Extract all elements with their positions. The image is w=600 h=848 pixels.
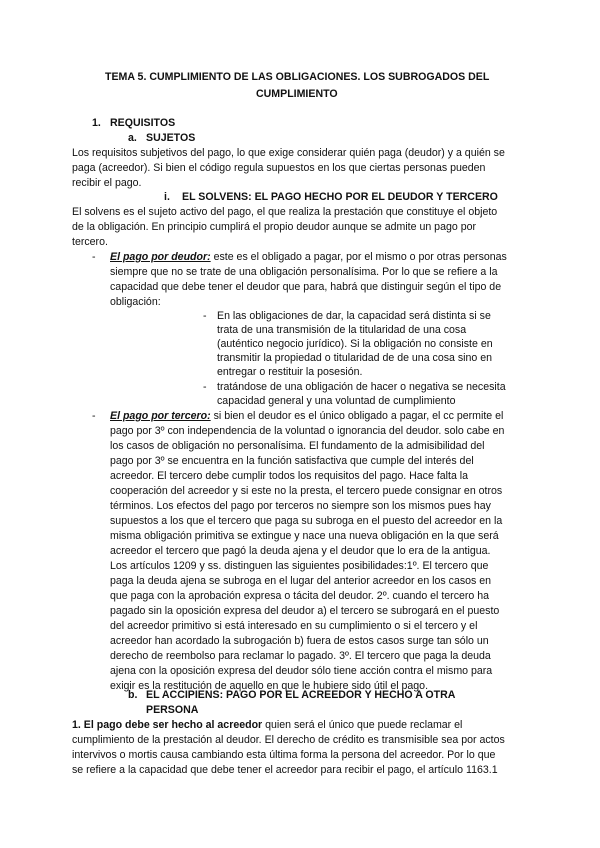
bullet-tercero-line: paga la deuda ajena se subroga en el lugar del anterior acreedor en los casos en	[110, 575, 492, 587]
paragraph-3-line: intervivos o mortis causa cambiando esta última forma la persona del acreedor. Por lo que	[72, 749, 496, 761]
bullet-tercero-line: acreedor. El tercero debe cumplir todos los requisitos del pago. Hace falta la	[110, 470, 469, 482]
heading-b-number: b.	[128, 689, 138, 701]
sub-bullet-2-line: capacidad general y una voluntad de cumplimiento	[217, 395, 456, 407]
paragraph-2-line: de la obligación. En principio cumplirá el propio deudor aunque se admite un pago por	[72, 221, 477, 233]
bullet-tercero-line: acreedor han acordado la subrogación b) fuera de estos casos surge tan sólo un	[110, 635, 489, 647]
sub-bullet-2-line: tratándose de una obligación de hacer o negativa se necesita	[217, 381, 506, 393]
sub-bullet-1-line: transmitir la propiedad o titularidad de de una cosa sino en	[217, 352, 493, 364]
paragraph-3-line: cumplimiento de la prestación al deudor. El derecho de crédito es transmisible sea por actos	[72, 734, 505, 746]
bullet-deudor-line: capacidad que debe tener el deudor que para, habrá que distinguir según el tipo de	[110, 281, 502, 293]
sub-bullet-dash: -	[203, 310, 207, 322]
bullet-tercero-line: pago por 3º con independencia de la voluntad o ignorancia del deudor. solo cabe en	[110, 425, 505, 437]
bullet-deudor-line: obligación:	[110, 296, 161, 308]
bullet-tercero-line: pagado sin la oposición expresa del deudor a) el tercero se subrogará en el puesto	[110, 605, 500, 617]
tercero-label: El pago por tercero:	[110, 410, 211, 422]
bullet-dash: -	[92, 410, 96, 422]
deudor-first-text: este es el obligado a pagar, por el mismo o por otras personas	[210, 251, 507, 263]
bullet-tercero-line: que paga con la aprobación expresa o tácita del deudor. 2º. cuando el tercero ha	[110, 590, 490, 602]
bullet-deudor-first-line	[110, 250, 507, 264]
bullet-tercero-line: misma obligación primitiva se extingue y nace una nueva obligación en la que será	[110, 530, 499, 542]
paragraph-3-line: se refiere a la capacidad que debe tener el acreedor para recibir el pago, el artículo 1163.1	[72, 764, 498, 776]
heading-number-1: 1.	[92, 117, 101, 129]
bullet-dash: -	[92, 251, 96, 263]
bullet-tercero-line: términos. Los efectos del pago por terceros no siempre son los mismos pues hay	[110, 500, 491, 512]
bullet-tercero-line: del acreedor primitivo si está interesado en su cumplimiento o si el tercero y el	[110, 620, 478, 632]
page-title-line-1: TEMA 5. CUMPLIMIENTO DE LAS OBLIGACIONES. LOS SUBROGADOS DEL	[105, 71, 490, 83]
heading-requisitos: REQUISITOS	[110, 117, 176, 129]
heading-solvens: EL SOLVENS: EL PAGO HECHO POR EL DEUDOR Y TERCERO	[182, 191, 498, 203]
bullet-tercero-line: exigir es la restitución de aquello en que le hubiere sido útil el pago.	[110, 680, 429, 692]
page-title-line-2: CUMPLIMIENTO	[256, 88, 338, 100]
bullet-deudor-line: siempre que no se trate de una obligación personalísima. Por lo que se refiere a la	[110, 266, 498, 278]
paragraph-3-first-line	[72, 718, 462, 732]
paragraph-2-line: tercero.	[72, 236, 108, 248]
bullet-tercero-line: derecho de reembolso para reclamar lo pagado. 3º. El tercero que paga la deuda	[110, 650, 491, 662]
heading-a-number: a.	[128, 132, 137, 144]
bullet-tercero-line: ajena con la oposición expresa del deudor sólo tiene acción contra el mismo para	[110, 665, 493, 677]
bullet-tercero-line: los casos de obligación no personalísima. El fundamento de la admisibilidad del	[110, 440, 485, 452]
paragraph-3-bold-lead: 1. El pago debe ser hecho al acreedor	[72, 719, 263, 731]
sub-bullet-1-line: trata de una transmisión de la titularidad de una cosa	[217, 324, 467, 336]
paragraph-1-line: paga (acreedor). Si bien el código regula supuestos en los que ciertas personas pueden	[72, 162, 486, 174]
deudor-label: El pago por deudor:	[110, 251, 211, 263]
paragraph-1-line: Los requisitos subjetivos del pago, lo que exige considerar quién paga (deudor) y a quién se	[72, 147, 505, 159]
paragraph-3-first-text: quien será el único que puede reclamar el	[262, 719, 463, 731]
heading-sujetos: SUJETOS	[146, 132, 196, 144]
paragraph-1-line: recibir el pago.	[72, 177, 142, 189]
heading-accipiens-line-2: PERSONA	[146, 704, 199, 716]
bullet-tercero-line: cooperación del acreedor y si este no la presta, el tercero puede consignar en otros	[110, 485, 503, 497]
heading-accipiens-line-1: EL ACCIPIENS: PAGO POR EL ACREEDOR Y HECHO A OTRA	[146, 689, 456, 701]
bullet-tercero-line: acreedor el tercero que pagó la deuda ajena y el deudor que lo era de la antigua.	[110, 545, 491, 557]
bullet-tercero-line: pago por 3º se encuentra en la función satisfactiva que cumple del interés del	[110, 455, 474, 467]
bullet-tercero-line: Los artículos 1209 y ss. distinguen las siguientes posibilidades:1º. El tercero que	[110, 560, 489, 572]
sub-bullet-1-line: entregar o restituir la posesión.	[217, 366, 363, 378]
sub-bullet-dash: -	[203, 381, 207, 393]
sub-bullet-1-line: (auténtico negocio jurídico). Si la obligación no consiste en	[217, 338, 493, 350]
paragraph-2-line: El solvens es el sujeto activo del pago, el que realiza la prestación que constituye el objeto	[72, 206, 498, 218]
sub-bullet-1-line: En las obligaciones de dar, la capacidad será distinta si se	[217, 310, 491, 322]
heading-i-number: i.	[164, 191, 170, 203]
bullet-tercero-first-line	[110, 409, 503, 423]
bullet-tercero-line: supuestos a los que el tercero que paga su subroga en el puesto del acreedor en la	[110, 515, 503, 527]
tercero-first-text: si bien el deudor es el único obligado a pagar, el cc permite el	[210, 410, 504, 422]
